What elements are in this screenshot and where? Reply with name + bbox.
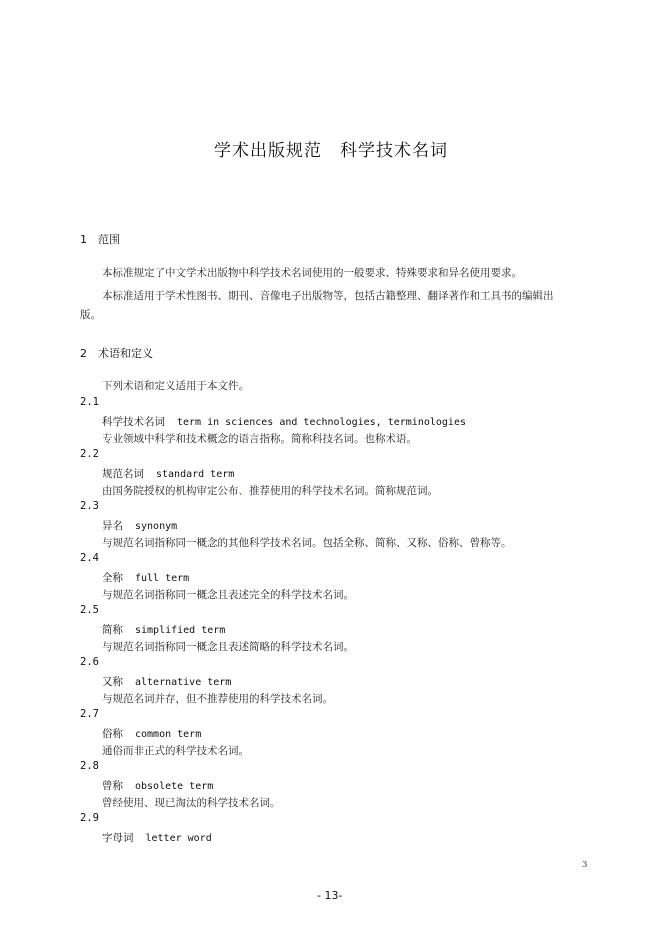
definition-part: 推荐使用的科学技术名词。简称规范词。 <box>249 485 438 497</box>
entry-definition: 与规范名词指称同一概念且表述完全的科学技术名词。 <box>102 589 354 601</box>
term-english: obsolete term <box>135 781 214 792</box>
term-chinese: 科学技术名词 <box>102 416 165 428</box>
entry-term <box>102 622 225 637</box>
term-chinese: 字母词 <box>102 832 134 844</box>
entry-term <box>102 570 189 585</box>
term-chinese: 异名 <box>102 520 123 532</box>
section-1-paragraph-2-line-1: 本标准适用于学术性图书、期刊、音像电子出版物等，包括古籍整理、翻译著作和工具书的编辑出 <box>102 290 554 302</box>
entry-term <box>102 726 201 741</box>
entry-term <box>102 674 231 689</box>
entry-definition: 曾经使用、现已淘汰的科学技术名词。 <box>102 797 281 809</box>
entry-term <box>102 414 466 429</box>
page-number: - 13- <box>317 889 343 902</box>
inner-page-number: 3 <box>582 860 588 870</box>
term-english: standard term <box>156 469 235 480</box>
section-2-intro: 下列术语和定义适用于本文件。 <box>102 380 249 392</box>
term-english: letter word <box>145 833 212 844</box>
term-english: alternative term <box>135 677 232 688</box>
term-chinese: 简称 <box>102 624 123 636</box>
term-english: synonym <box>135 521 178 532</box>
entry-definition: 与规范名词指称同一概念的其他科学技术名词。包括全称、简称、又称、俗称、曾称等。 <box>102 537 512 549</box>
term-chinese: 俗称 <box>102 728 123 740</box>
section-1-paragraph-1: 本标准规定了中文学术出版物中科学技术名词使用的一般要求、特殊要求和异名使用要求。 <box>102 267 522 279</box>
section-1-heading: 1 范围 <box>80 233 120 246</box>
term-chinese: 又称 <box>102 676 123 688</box>
section-1-paragraph-2-line-2: 版。 <box>80 309 101 321</box>
entry-number: 2.3 <box>80 500 99 512</box>
definition-part: 由国务院授权的机构审定公布 <box>102 485 239 497</box>
term-chinese: 全称 <box>102 572 123 584</box>
entry-definition: 通俗而非正式的科学技术名词。 <box>102 745 249 757</box>
entry-definition <box>102 483 438 498</box>
entry-number: 2.4 <box>80 552 99 564</box>
section-2-heading: 2 术语和定义 <box>80 347 153 360</box>
term-chinese: 曾称 <box>102 780 123 792</box>
entry-term <box>102 518 177 533</box>
term-chinese: 规范名词 <box>102 468 144 480</box>
document-title: 学术出版规范 科学技术名词 <box>214 141 448 161</box>
entry-term <box>102 778 213 793</box>
term-english: common term <box>135 729 202 740</box>
entry-number: 2.1 <box>80 396 99 408</box>
entry-number: 2.7 <box>80 708 99 720</box>
entry-definition: 与规范名词指称同一概念且表述简略的科学技术名词。 <box>102 641 354 653</box>
term-english: simplified term <box>135 625 226 636</box>
term-english: term in sciences and technologies, terminologies <box>177 417 466 428</box>
entry-number: 2.8 <box>80 760 99 772</box>
definition-separator: 、 <box>238 485 249 497</box>
entry-number: 2.9 <box>80 812 99 824</box>
entry-number: 2.5 <box>80 604 99 616</box>
entry-term <box>102 830 212 845</box>
entry-definition: 与规范名词并存，但不推荐使用的科学技术名词。 <box>102 693 333 705</box>
entry-definition: 专业领域中科学和技术概念的语言指称。简称科技名词。也称术语。 <box>102 433 417 445</box>
entry-number: 2.6 <box>80 656 99 668</box>
entry-term <box>102 466 234 481</box>
entry-number: 2.2 <box>80 448 99 460</box>
term-english: full term <box>135 573 190 584</box>
